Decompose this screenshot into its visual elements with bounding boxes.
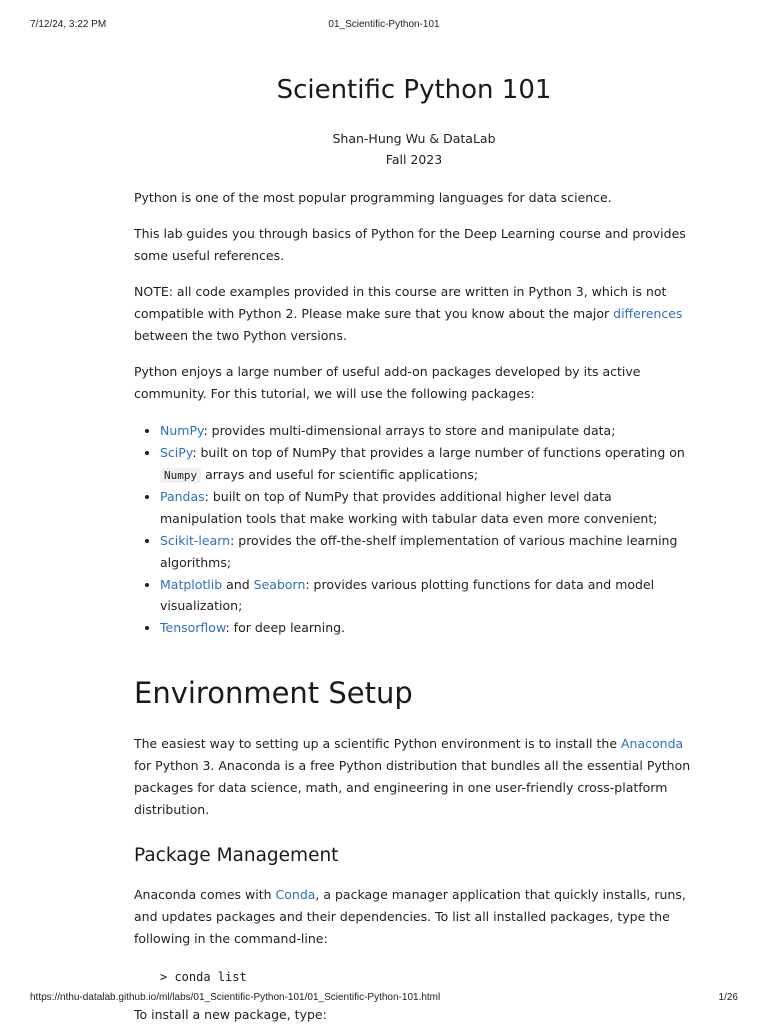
lab-guide-paragraph: This lab guides you through basics of Python for the Deep Learning course and provides some useful references. (134, 226, 686, 263)
list-item: • Matplotlib and Seaborn: provides various plotting functions for data and model visualization; (160, 574, 694, 618)
list-item: • Tensorflow: for deep learning. (160, 617, 694, 639)
term: Fall 2023 (385, 152, 443, 167)
list-item: • SciPy: built on top of NumPy that provides a large number of functions operating on Numpy arrays and useful for scientific applications; (160, 442, 694, 487)
list-item: • Scikit-learn: provides the off-the-shelf implementation of various machine learning algorithms; (160, 530, 694, 574)
print-datetime: 7/12/24, 3:22 PM (30, 19, 107, 30)
note-paragraph: NOTE: all code examples provided in this course are written in Python 3, which is not compatible with Python 2. Please make sure that you know about the major differences between the two Python versions. (134, 284, 683, 343)
doc-meta (134, 128, 694, 170)
intro-paragraph: Python is one of the most popular programming languages for data science. (134, 190, 612, 205)
list-item: • NumPy: provides multi-dimensional arrays to store and manipulate data; (160, 420, 694, 442)
matplotlib-link[interactable]: Matplotlib (160, 576, 223, 592)
packages-intro-paragraph: Python enjoys a large number of useful add-on packages developed by its active community. For this tutorial, we will use the following packages: (134, 364, 641, 401)
packages-list (134, 420, 694, 639)
print-header (0, 19, 768, 33)
environment-setup-heading: Environment Setup (134, 675, 413, 710)
scikit-learn-link[interactable]: Scikit-learn (160, 532, 231, 548)
print-url: https://nthu-datalab.github.io/ml/labs/01_Scientific-Python-101/01_Scientific-Python-101.html (30, 992, 441, 1003)
page-title: Scientific Python 101 (276, 75, 552, 105)
numpy-code: Numpy (160, 468, 201, 483)
code-block-conda-list: > conda list (160, 969, 247, 984)
package-management-heading: Package Management (134, 844, 339, 866)
scipy-link[interactable]: SciPy (160, 444, 193, 460)
document-body (134, 70, 694, 1026)
differences-link[interactable]: differences (613, 306, 683, 321)
author: Shan-Hung Wu & DataLab (332, 131, 496, 146)
numpy-link[interactable]: NumPy (160, 423, 204, 438)
anaconda-link[interactable]: Anaconda (621, 735, 684, 751)
print-doc-title: 01_Scientific-Python-101 (328, 19, 440, 30)
install-paragraph: To install a new package, type: (134, 1006, 327, 1022)
print-footer (0, 992, 768, 1006)
conda-link[interactable]: Conda (275, 886, 316, 902)
pandas-link[interactable]: Pandas (160, 489, 205, 505)
page-number: 1/26 (718, 992, 738, 1003)
package-management-paragraph: Anaconda comes with Conda, a package manager application that quickly installs, runs, and updates packages and their dependencies. To list all installed packages, type the following in the command-line: (134, 886, 686, 946)
environment-paragraph: The easiest way to setting up a scientific Python environment is to install the Anaconda for Python 3. Anaconda is a free Python distribution that bundles all the essential Python packages for data science, math, and engineering in one user-friendly cross-platform distribution. (134, 735, 691, 817)
list-item: • Pandas: built on top of NumPy that provides additional higher level data manipulation tools that make working with tabular data even more convenient; (160, 486, 694, 530)
tensorflow-link[interactable]: Tensorflow (160, 620, 226, 636)
seaborn-link[interactable]: Seaborn (253, 576, 306, 592)
